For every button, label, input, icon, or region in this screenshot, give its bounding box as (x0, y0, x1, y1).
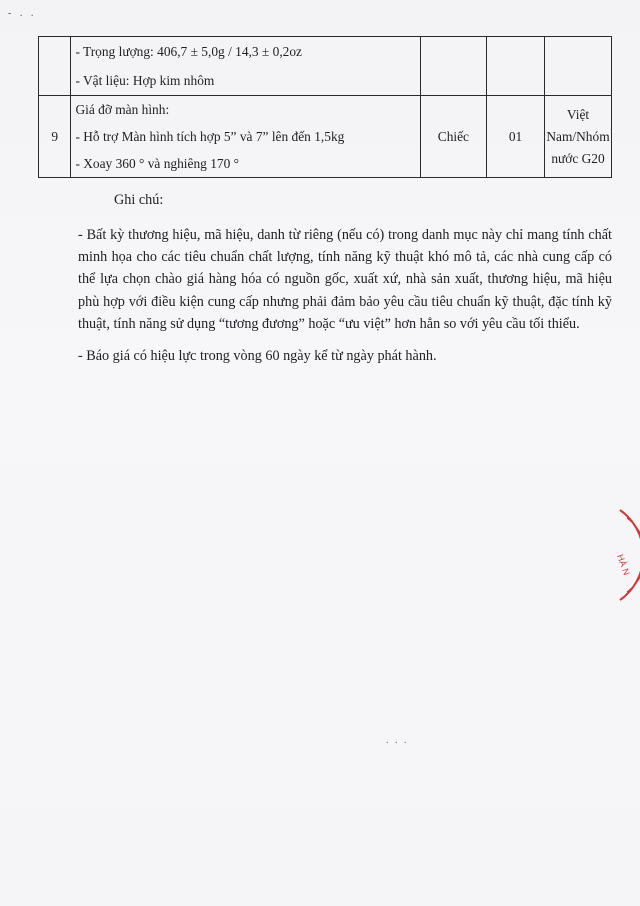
seal-text: HÀ N (614, 552, 632, 577)
description-line: Giá đỡ màn hình: (75, 102, 170, 117)
description-cell (71, 37, 420, 96)
stt-cell (39, 37, 71, 96)
origin-cell (545, 37, 612, 96)
corner-mark: - . . (8, 8, 37, 19)
table-row (39, 37, 612, 96)
red-seal-stamp (600, 500, 640, 610)
description-line: - Xoay 360 ° và nghiêng 170 ° (75, 156, 239, 171)
footer-mark: . . . (386, 735, 409, 746)
description-line: - Hỗ trợ Màn hình tích hợp 5” và 7” lên đến 1,5kg (75, 129, 345, 144)
note-paragraph: - Báo giá có hiệu lực trong vòng 60 ngày kể từ ngày phát hành. (78, 348, 437, 365)
notes-heading: Ghi chú: (114, 192, 164, 208)
quantity-cell: 01 (487, 96, 545, 178)
description-line: - Trọng lượng: 406,7 ± 5,0g / 14,3 ± 0,2oz (75, 44, 302, 59)
unit-cell (420, 37, 486, 96)
description-cell (71, 96, 420, 178)
origin-line: Việt (566, 106, 590, 122)
origin-line: nước G20 (551, 150, 605, 166)
origin-line: Nam/Nhóm (546, 128, 610, 144)
table-row (39, 96, 612, 178)
unit-cell: Chiếc (420, 96, 486, 178)
notes-section (78, 224, 612, 377)
note-paragraph: - Bất kỳ thương hiệu, mã hiệu, danh từ riêng (nếu có) trong danh mục này chỉ mang tính chất minh họa cho các tiêu chuẩn chất lượng, tính năng kỹ thuật khó mô tả, các nhà cung cấp có thể lựa chọn chào giá hàng hóa có nguồn gốc, xuất xứ, nhà sản xuất, thương hiệu, mã hiệu phù hợp với điều kiện cung cấp nhưng phải đảm bảo yêu cầu tiêu chuẩn kỹ thuật, đặc tính kỹ thuật, tính năng sử dụng “tương đương” hoặc “ưu việt” hơn hẳn so với yêu cầu tối thiểu. (78, 227, 612, 332)
equipment-table (38, 36, 612, 178)
origin-cell (545, 96, 612, 178)
quantity-cell (487, 37, 545, 96)
stt-cell: 9 (39, 96, 71, 178)
description-line: - Vật liệu: Hợp kim nhôm (75, 73, 215, 88)
